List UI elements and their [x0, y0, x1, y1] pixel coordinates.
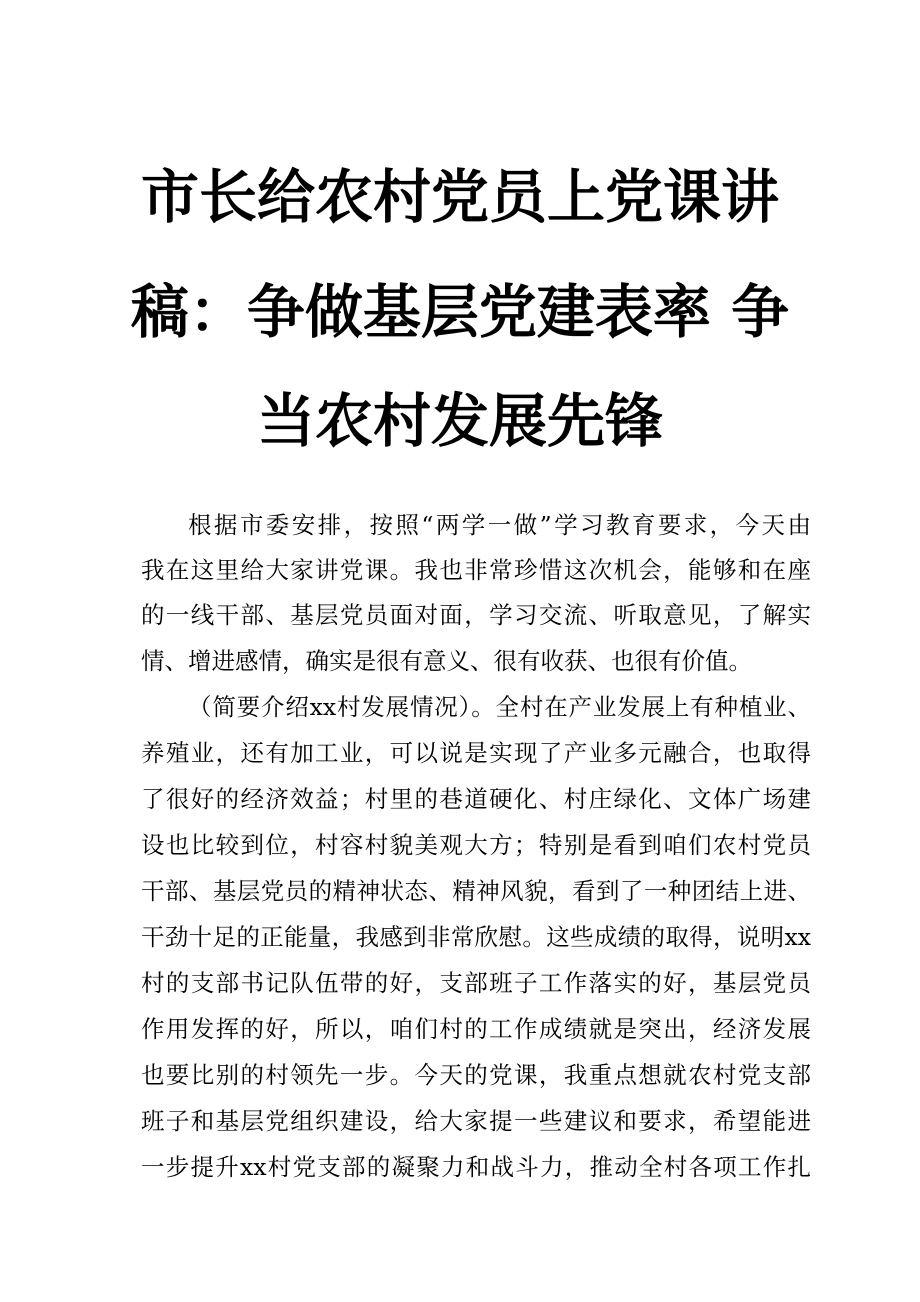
document-title-line-1: 市长给农村党员上党课讲 — [140, 163, 779, 231]
body-line-14: 班子和基层党组织建设，给大家提一些建议和要求，希望能进 — [141, 1107, 811, 1135]
body-line-4: 情、增进感情，确实是很有意义、很有收获、也很有价值。 — [141, 647, 752, 675]
body-line-1: 根据市委安排，按照“两学一做”学习教育要求，今天由 — [188, 511, 811, 539]
body-line-15: 一步提升xx村党支部的凝聚力和战斗力，推动全村各项工作扎 — [141, 1153, 811, 1181]
body-line-13: 也要比别的村领先一步。今天的党课，我重点想就农村党支部 — [141, 1061, 811, 1089]
body-line-9: 干部、基层党员的精神状态、精神风貌，看到了一种团结上进、 — [141, 877, 811, 905]
body-line-12: 作用发挥的好，所以，咱们村的工作成绩就是突出，经济发展 — [141, 1015, 811, 1043]
body-line-11: 村的支部书记队伍带的好，支部班子工作落实的好，基层党员 — [141, 969, 811, 997]
body-line-6: 养殖业，还有加工业，可以说是实现了产业多元融合，也取得 — [141, 739, 811, 767]
body-line-3: 的一线干部、基层党员面对面，学习交流、听取意见，了解实 — [141, 601, 811, 629]
body-line-10: 干劲十足的正能量，我感到非常欣慰。这些成绩的取得，说明xx — [141, 923, 811, 951]
document-title-line-2: 稿：争做基层党建表率 争 — [130, 278, 790, 346]
document-title-line-3: 当农村发展先锋 — [256, 387, 663, 455]
body-line-2: 我在这里给大家讲党课。我也非常珍惜这次机会，能够和在座 — [141, 556, 811, 584]
body-line-5: （简要介绍xx村发展情况）。全村在产业发展上有种植业、 — [188, 693, 811, 721]
body-line-7: 了很好的经济效益；村里的巷道硬化、村庄绿化、文体广场建 — [141, 785, 811, 813]
body-line-8: 设也比较到位，村容村貌美观大方；特别是看到咱们农村党员 — [141, 831, 811, 859]
